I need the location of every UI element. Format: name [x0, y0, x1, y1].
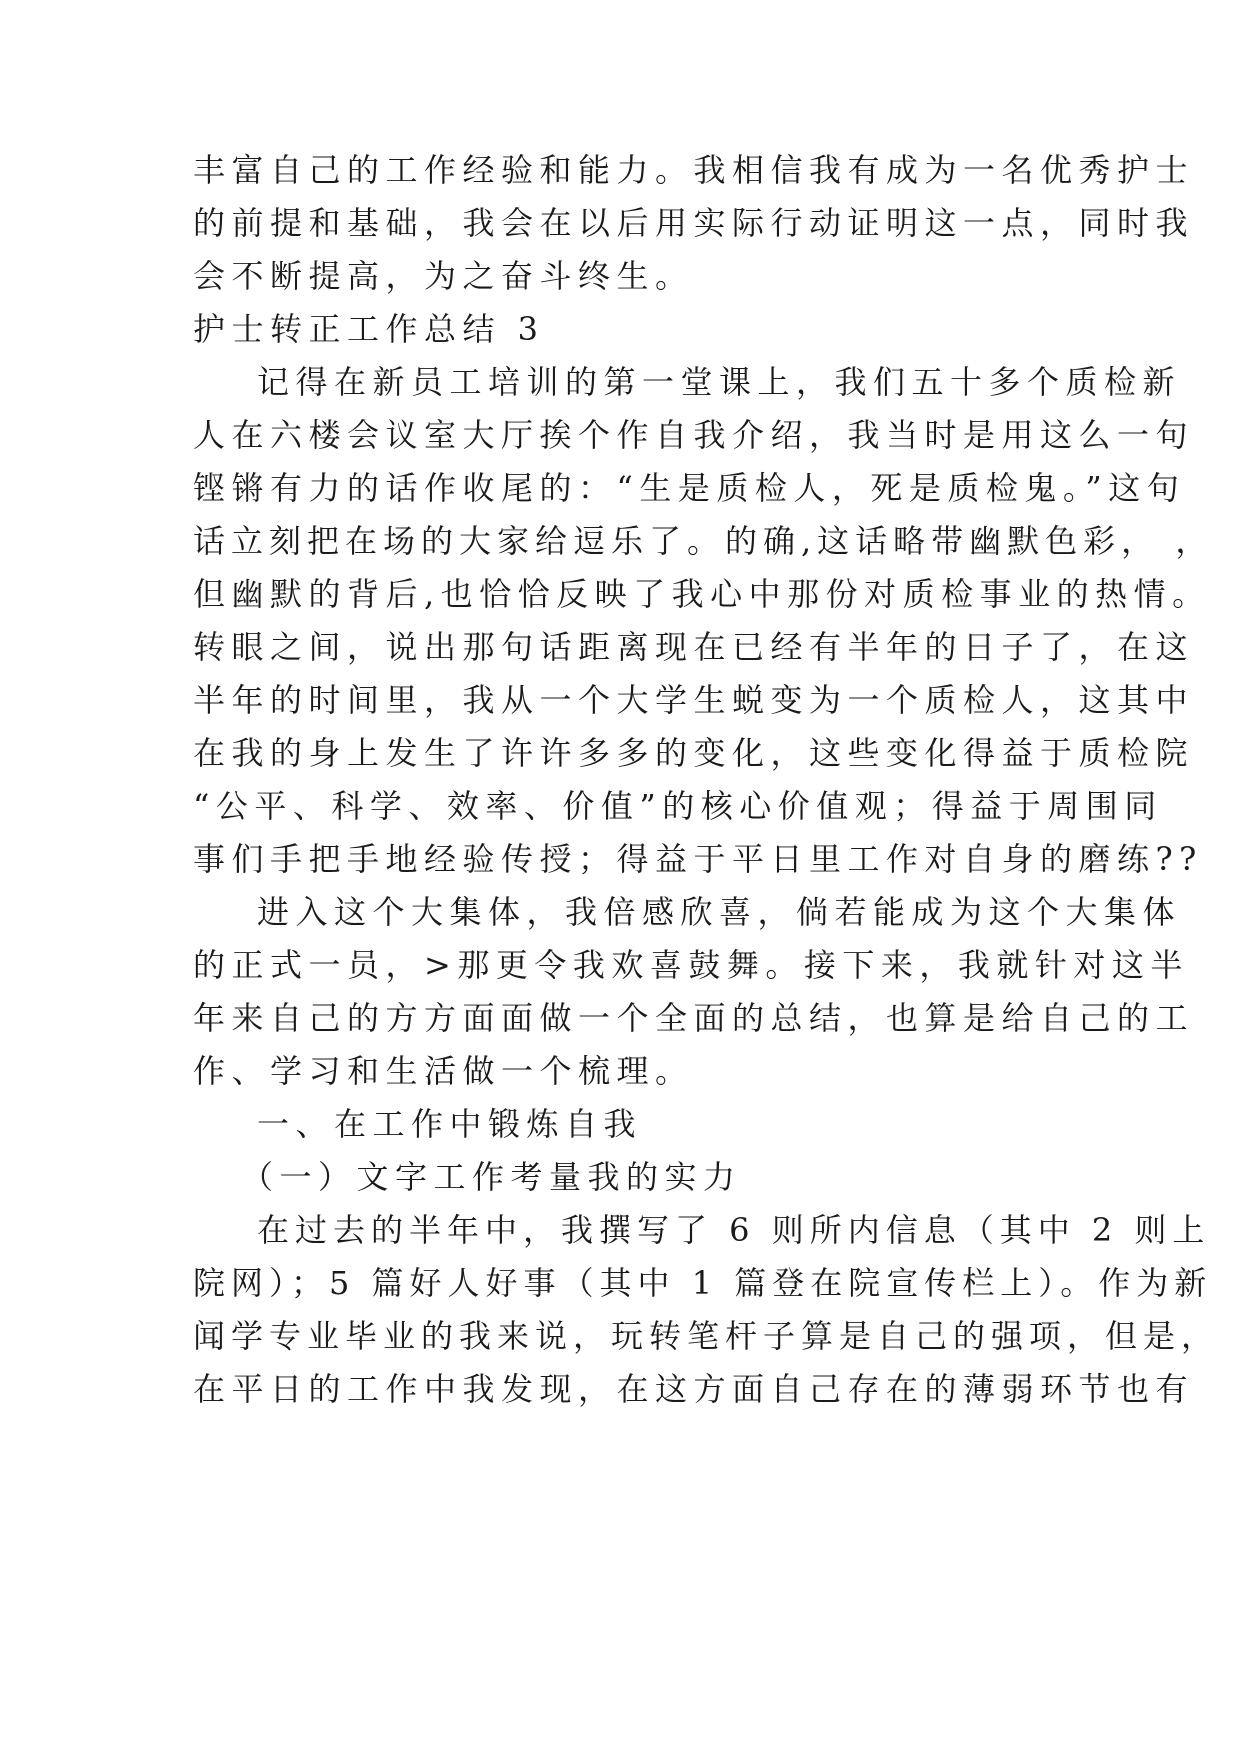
subheading: （一）文字工作考量我的实力: [241, 1158, 742, 1196]
subheading: 一、在工作中锻炼自我: [257, 1105, 643, 1143]
paragraph-first-line: 进入这个大集体，我倍感欣喜，倘若能成为这个大集体: [257, 893, 1182, 931]
text-line: 话立刻把在场的大家给逗乐了。的确,这话略带幽默色彩， ，: [193, 522, 1214, 560]
text-line: 在平日的工作中我发现，在这方面自己存在的薄弱环节也有: [193, 1370, 1195, 1408]
text-line: 在我的身上发生了许许多多的变化，这些变化得益于质检院: [193, 734, 1195, 772]
text-line: 会不断提高，为之奋斗终生。: [193, 257, 694, 295]
paragraph-first-line: 在过去的半年中，我撰写了 6 则所内信息（其中 2 则上: [257, 1211, 1211, 1249]
text-line: 闻学专业毕业的我来说，玩转笔杆子算是自己的强项，但是，: [193, 1317, 1220, 1355]
section-heading: 护士转正工作总结 3: [193, 310, 545, 348]
text-line: 人在六楼会议室大厅挨个作自我介绍，我当时是用这么一句: [193, 416, 1195, 454]
text-line: 铿锵有力的话作收尾的：“生是质检人，死是质检鬼。”这句: [193, 469, 1186, 507]
text-line: “公平、科学、效率、价值”的核心价值观；得益于周围同: [193, 787, 1163, 825]
text-line: 的正式一员，>那更令我欢喜鼓舞。接下来，我就针对这半: [193, 946, 1189, 984]
text-line: 的前提和基础，我会在以后用实际行动证明这一点，同时我: [193, 204, 1195, 242]
text-line: 转眼之间，说出那句话距离现在已经有半年的日子了，在这: [193, 628, 1195, 666]
text-line: 院网）；5 篇好人好事（其中 1 篇登在院宣传栏上）。作为新: [193, 1264, 1213, 1302]
text-line: 但幽默的背后,也恰恰反映了我心中那份对质检事业的热情。: [193, 575, 1211, 613]
text-line: 年来自己的方方面面做一个全面的总结，也算是给自己的工: [193, 999, 1195, 1037]
text-line: 作、学习和生活做一个梳理。: [193, 1052, 694, 1090]
text-line: 半年的时间里，我从一个大学生蜕变为一个质检人，这其中: [193, 681, 1195, 719]
paragraph-first-line: 记得在新员工培训的第一堂课上，我们五十多个质检新: [257, 363, 1182, 401]
text-line: 事们手把手地经验传授；得益于平日里工作对自身的磨练??: [193, 840, 1203, 878]
text-line: 丰富自己的工作经验和能力。我相信我有成为一名优秀护士: [193, 151, 1195, 189]
